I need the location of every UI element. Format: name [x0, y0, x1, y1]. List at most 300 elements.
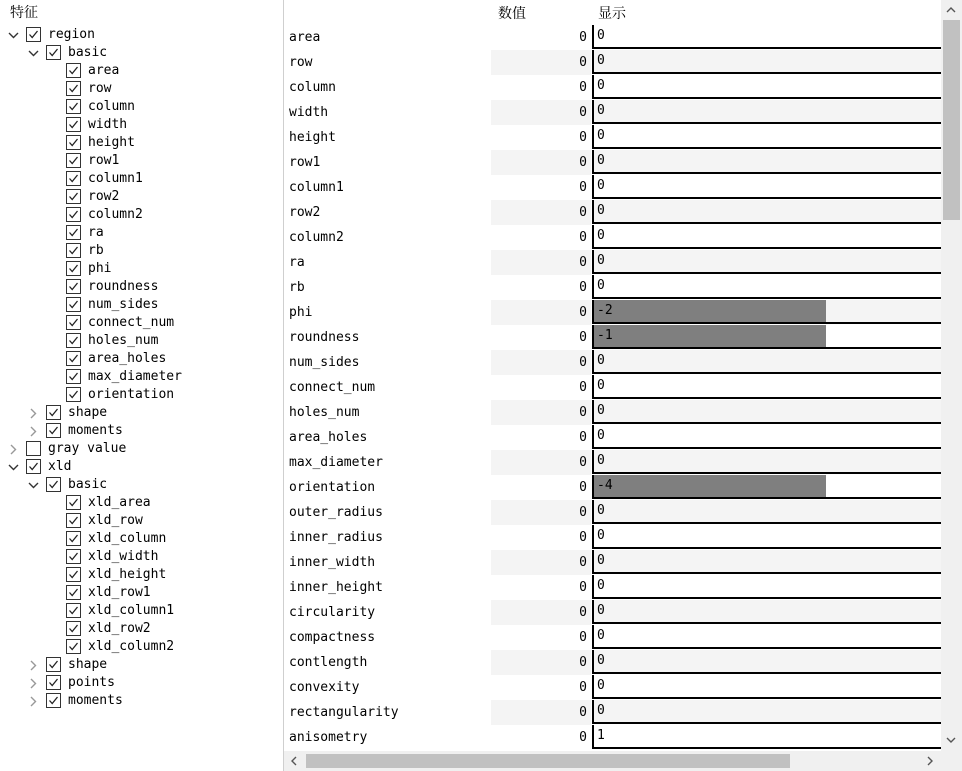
display-value: 0 [597, 428, 605, 443]
tree-node[interactable] [48, 224, 260, 242]
tree-checkbox[interactable] [26, 459, 41, 474]
tree-node-label: xld_row2 [88, 621, 151, 636]
grid-row[interactable] [284, 50, 941, 75]
scrollbar-corner [941, 751, 962, 771]
tree-node[interactable] [48, 314, 260, 332]
tree-node[interactable] [48, 134, 260, 152]
tree-node[interactable] [48, 548, 260, 566]
arrow-down-icon[interactable] [945, 734, 957, 746]
grid-row[interactable] [284, 700, 941, 725]
tree-node[interactable] [48, 368, 260, 386]
grid-row[interactable] [284, 275, 941, 300]
display-value: 0 [597, 553, 605, 568]
grid-row[interactable] [284, 25, 941, 50]
tree-node[interactable] [48, 620, 260, 638]
display-value: 0 [597, 128, 605, 143]
feature-value: 0 [491, 400, 591, 425]
tree-node[interactable] [48, 62, 260, 80]
check-icon [68, 191, 79, 202]
chevron-down-icon[interactable] [28, 480, 39, 491]
check-icon [68, 371, 79, 382]
tree-checkbox[interactable] [66, 639, 81, 654]
tree-node[interactable] [28, 656, 260, 674]
panel-splitter[interactable] [276, 0, 284, 771]
tree-node[interactable] [48, 386, 260, 404]
check-icon [68, 101, 79, 112]
tree-checkbox[interactable] [66, 207, 81, 222]
feature-name: contlength [289, 655, 368, 670]
display-bar-fill [594, 325, 826, 347]
chevron-right-icon[interactable] [28, 408, 39, 419]
display-value: -4 [597, 478, 613, 493]
tree-node-label: xld_width [88, 549, 159, 564]
display-value: -2 [597, 303, 613, 318]
feature-value: 0 [579, 330, 587, 345]
grid-row[interactable] [284, 175, 941, 200]
tree-checkbox[interactable] [66, 81, 81, 96]
tree-checkbox[interactable] [46, 675, 61, 690]
display-bar-cell [592, 275, 941, 299]
tree-node[interactable] [48, 260, 260, 278]
tree-node-label: width [88, 117, 128, 132]
feature-name: width [289, 105, 329, 120]
vertical-scrollbar[interactable] [941, 0, 962, 751]
tree-checkbox[interactable] [46, 693, 61, 708]
tree-node-label: moments [68, 693, 123, 708]
display-bar-cell [592, 700, 941, 724]
display-value: 0 [597, 678, 605, 693]
feature-value: 0 [579, 680, 587, 695]
check-icon [68, 569, 79, 580]
grid-row[interactable] [284, 100, 941, 125]
display-bar-cell [592, 600, 941, 624]
column-header-value[interactable]: 数值 [498, 6, 526, 22]
chevron-down-icon[interactable] [8, 462, 19, 473]
display-value: 0 [597, 453, 605, 468]
feature-name: inner_radius [289, 530, 383, 545]
tree-node[interactable] [48, 638, 260, 656]
feature-name: roundness [289, 330, 360, 345]
display-bar-cell [592, 500, 941, 524]
check-icon [48, 695, 59, 706]
tree-node-label: column1 [88, 171, 143, 186]
tree-node[interactable] [48, 584, 260, 602]
tree-node[interactable] [48, 296, 260, 314]
display-bar-cell [592, 650, 941, 674]
tree-checkbox[interactable] [66, 531, 81, 546]
display-value: 0 [597, 403, 605, 418]
check-icon [68, 209, 79, 220]
feature-value: 0 [579, 480, 587, 495]
grid-row[interactable] [284, 675, 941, 700]
feature-value: 0 [491, 650, 591, 675]
display-value: 0 [597, 153, 605, 168]
tree-checkbox[interactable] [66, 117, 81, 132]
tree-node-label: orientation [88, 387, 175, 402]
display-bar-cell [592, 375, 941, 399]
tree-node-label: xld_row [88, 513, 143, 528]
grid-row[interactable] [284, 525, 941, 550]
feature-name: row [289, 55, 313, 70]
tree-node[interactable] [48, 494, 260, 512]
check-icon [68, 299, 79, 310]
feature-name: compactness [289, 630, 376, 645]
horizontal-scrollbar[interactable] [284, 751, 941, 771]
check-icon [68, 389, 79, 400]
grid-row[interactable] [284, 425, 941, 450]
display-bar-cell [592, 250, 941, 274]
tree-node-label: max_diameter [88, 369, 182, 384]
tree-node[interactable] [28, 404, 260, 422]
tree-checkbox[interactable] [46, 477, 61, 492]
tree-node-label: height [88, 135, 135, 150]
feature-value: 0 [579, 280, 587, 295]
tree-checkbox[interactable] [26, 441, 41, 456]
tree-checkbox[interactable] [66, 513, 81, 528]
tree-node-label: region [48, 27, 95, 42]
display-value: 0 [597, 528, 605, 543]
chevron-right-icon[interactable] [28, 678, 39, 689]
tree-node-label: shape [68, 657, 108, 672]
feature-value: 0 [579, 80, 587, 95]
tree-node-label: xld_column [88, 531, 167, 546]
display-bar-cell [592, 450, 941, 474]
grid-row[interactable] [284, 500, 941, 525]
tree-checkbox[interactable] [66, 261, 81, 276]
display-value: 0 [597, 278, 605, 293]
check-icon [68, 83, 79, 94]
tree-checkbox[interactable] [66, 63, 81, 78]
tree-node-label: roundness [88, 279, 159, 294]
feature-name: phi [289, 305, 313, 320]
display-value: 0 [597, 28, 605, 43]
tree-checkbox[interactable] [46, 423, 61, 438]
tree-node[interactable] [48, 512, 260, 530]
tree-node-label: row1 [88, 153, 120, 168]
tree-node[interactable] [48, 170, 260, 188]
feature-value: 0 [579, 430, 587, 445]
tree-checkbox[interactable] [66, 315, 81, 330]
feature-value: 0 [491, 100, 591, 125]
tree-checkbox[interactable] [66, 387, 81, 402]
tree-node-label: moments [68, 423, 123, 438]
tree-checkbox[interactable] [46, 405, 61, 420]
tree-checkbox[interactable] [66, 171, 81, 186]
feature-value: 0 [491, 300, 591, 325]
tree-node-label: area [88, 63, 120, 78]
tree-checkbox[interactable] [66, 333, 81, 348]
tree-node[interactable] [8, 458, 260, 476]
tree-node[interactable] [8, 26, 260, 44]
display-value: 0 [597, 53, 605, 68]
tree-header: 特征 [10, 5, 38, 21]
tree-node-label: num_sides [88, 297, 159, 312]
tree-checkbox[interactable] [66, 135, 81, 150]
display-value: -1 [597, 328, 613, 343]
tree-checkbox[interactable] [66, 603, 81, 618]
tree-node-label: phi [88, 261, 112, 276]
tree-checkbox[interactable] [66, 567, 81, 582]
display-value: 0 [597, 78, 605, 93]
feature-value: 0 [579, 230, 587, 245]
display-bar-cell [592, 225, 941, 249]
feature-value: 0 [579, 580, 587, 595]
display-value: 0 [597, 253, 605, 268]
tree-node-label: column [88, 99, 135, 114]
feature-name: convexity [289, 680, 360, 695]
feature-value: 0 [491, 700, 591, 725]
chevron-right-icon[interactable] [28, 660, 39, 671]
check-icon [68, 137, 79, 148]
feature-name: rectangularity [289, 705, 399, 720]
tree-node-label: basic [68, 45, 108, 60]
display-value: 0 [597, 603, 605, 618]
tree-node[interactable] [48, 188, 260, 206]
tree-checkbox[interactable] [66, 189, 81, 204]
display-bar-cell [592, 625, 941, 649]
tree-node[interactable] [48, 206, 260, 224]
tree-node-label: xld_area [88, 495, 151, 510]
tree-node-label: ra [88, 225, 104, 240]
feature-name: row2 [289, 205, 321, 220]
grid-row[interactable] [284, 250, 941, 275]
tree-node[interactable] [48, 80, 260, 98]
grid-row[interactable] [284, 300, 941, 325]
display-bar-cell [592, 150, 941, 174]
tree-checkbox[interactable] [66, 99, 81, 114]
feature-value: 0 [579, 130, 587, 145]
grid-row[interactable] [284, 475, 941, 500]
check-icon [68, 155, 79, 166]
feature-name: anisometry [289, 730, 368, 745]
tree-node-label: column2 [88, 207, 143, 222]
display-value: 0 [597, 353, 605, 368]
grid-row[interactable] [284, 450, 941, 475]
tree-checkbox[interactable] [66, 369, 81, 384]
display-bar-cell [592, 675, 941, 699]
tree-node[interactable] [48, 116, 260, 134]
grid-row[interactable] [284, 75, 941, 100]
display-bar-cell [592, 325, 941, 349]
check-icon [48, 47, 59, 58]
tree-checkbox[interactable] [66, 153, 81, 168]
tree-node[interactable] [48, 530, 260, 548]
display-bar-cell [592, 550, 941, 574]
display-value: 0 [597, 703, 605, 718]
feature-name: area [289, 30, 321, 45]
display-bar-cell [592, 350, 941, 374]
check-icon [68, 119, 79, 130]
grid-row[interactable] [284, 125, 941, 150]
chevron-down-icon[interactable] [28, 48, 39, 59]
tree-node[interactable] [28, 476, 260, 494]
feature-name: column [289, 80, 336, 95]
feature-name: connect_num [289, 380, 376, 395]
grid-row[interactable] [284, 150, 941, 175]
feature-name: outer_radius [289, 505, 383, 520]
tree-checkbox[interactable] [66, 297, 81, 312]
tree-checkbox[interactable] [46, 45, 61, 60]
display-bar-cell [592, 175, 941, 199]
check-icon [68, 515, 79, 526]
feature-value: 0 [491, 200, 591, 225]
check-icon [68, 245, 79, 256]
tree-checkbox[interactable] [26, 27, 41, 42]
tree-node[interactable] [48, 242, 260, 260]
display-value: 0 [597, 203, 605, 218]
feature-name: inner_width [289, 555, 376, 570]
check-icon [68, 227, 79, 238]
tree-checkbox[interactable] [66, 495, 81, 510]
column-header-display[interactable]: 显示 [598, 6, 626, 22]
display-bar-cell [592, 575, 941, 599]
feature-name: rb [289, 280, 305, 295]
grid-row[interactable] [284, 375, 941, 400]
feature-value: 0 [579, 630, 587, 645]
check-icon [68, 281, 79, 292]
feature-value: 0 [579, 30, 587, 45]
tree-checkbox[interactable] [66, 621, 81, 636]
chevron-right-icon[interactable] [8, 444, 19, 455]
tree-node-label: rb [88, 243, 104, 258]
grid-row[interactable] [284, 550, 941, 575]
check-icon [48, 425, 59, 436]
chevron-right-icon[interactable] [28, 426, 39, 437]
display-bar-cell [592, 475, 941, 499]
tree-node[interactable] [48, 152, 260, 170]
grid-row[interactable] [284, 600, 941, 625]
feature-value: 0 [579, 180, 587, 195]
horizontal-scroll-thumb[interactable] [306, 754, 790, 768]
check-icon [68, 335, 79, 346]
tree-node-label: xld_row1 [88, 585, 151, 600]
tree-node[interactable] [48, 602, 260, 620]
display-bar-cell [592, 75, 941, 99]
check-icon [68, 551, 79, 562]
check-icon [48, 479, 59, 490]
check-icon [48, 659, 59, 670]
tree-checkbox[interactable] [66, 351, 81, 366]
grid-row[interactable] [284, 200, 941, 225]
grid-row[interactable] [284, 625, 941, 650]
feature-name: ra [289, 255, 305, 270]
grid-row[interactable] [284, 400, 941, 425]
chevron-down-icon[interactable] [8, 30, 19, 41]
feature-name: column2 [289, 230, 344, 245]
display-value: 0 [597, 503, 605, 518]
check-icon [68, 641, 79, 652]
tree-node[interactable] [48, 350, 260, 368]
tree-node[interactable] [8, 440, 260, 458]
tree-node-label: xld_column1 [88, 603, 175, 618]
tree-node[interactable] [28, 692, 260, 710]
tree-checkbox[interactable] [66, 225, 81, 240]
tree-checkbox[interactable] [46, 657, 61, 672]
grid-row[interactable] [284, 225, 941, 250]
feature-name: holes_num [289, 405, 360, 420]
check-icon [68, 587, 79, 598]
grid-row[interactable] [284, 325, 941, 350]
tree-node[interactable] [28, 44, 260, 62]
vertical-scroll-thumb[interactable] [943, 20, 960, 220]
feature-tree-panel [0, 0, 277, 771]
grid-row[interactable] [284, 575, 941, 600]
tree-node-label: xld [48, 459, 72, 474]
display-value: 1 [597, 728, 605, 743]
feature-name: row1 [289, 155, 321, 170]
tree-node-label: connect_num [88, 315, 175, 330]
display-value: 0 [597, 628, 605, 643]
feature-name: num_sides [289, 355, 360, 370]
feature-value: 0 [491, 150, 591, 175]
arrow-up-icon[interactable] [945, 4, 957, 16]
tree-checkbox[interactable] [66, 243, 81, 258]
tree-node-label: gray value [48, 441, 127, 456]
tree-node[interactable] [28, 674, 260, 692]
check-icon [68, 497, 79, 508]
tree-node-label: row2 [88, 189, 120, 204]
display-bar-cell [592, 400, 941, 424]
display-bar-fill [594, 300, 826, 322]
feature-name: circularity [289, 605, 376, 620]
feature-name: area_holes [289, 430, 368, 445]
arrow-right-icon[interactable] [924, 755, 936, 767]
display-bar-cell [592, 525, 941, 549]
display-bar-cell [592, 200, 941, 224]
grid-row[interactable] [284, 350, 941, 375]
arrow-left-icon[interactable] [288, 755, 300, 767]
tree-node[interactable] [48, 332, 260, 350]
display-value: 0 [597, 103, 605, 118]
tree-node-label: shape [68, 405, 108, 420]
check-icon [48, 407, 59, 418]
tree-node[interactable] [48, 566, 260, 584]
display-value: 0 [597, 378, 605, 393]
tree-node-label: row [88, 81, 112, 96]
check-icon [28, 29, 39, 40]
tree-checkbox[interactable] [66, 549, 81, 564]
display-bar-cell [592, 300, 941, 324]
check-icon [68, 623, 79, 634]
display-bar-cell [592, 425, 941, 449]
feature-value: 0 [491, 550, 591, 575]
grid-row[interactable] [284, 725, 941, 750]
tree-node-label: points [68, 675, 115, 690]
feature-value: 0 [491, 50, 591, 75]
check-icon [68, 533, 79, 544]
tree-node[interactable] [48, 278, 260, 296]
check-icon [68, 353, 79, 364]
tree-node-label: xld_height [88, 567, 167, 582]
feature-value: 0 [579, 380, 587, 395]
grid-row[interactable] [284, 650, 941, 675]
check-icon [48, 677, 59, 688]
tree-node-label: basic [68, 477, 108, 492]
tree-node[interactable] [28, 422, 260, 440]
feature-name: column1 [289, 180, 344, 195]
display-bar-cell [592, 25, 941, 49]
check-icon [68, 173, 79, 184]
tree-checkbox[interactable] [66, 585, 81, 600]
tree-node-label: xld_column2 [88, 639, 175, 654]
tree-node[interactable] [48, 98, 260, 116]
display-bar-cell [592, 100, 941, 124]
tree-checkbox[interactable] [66, 279, 81, 294]
check-icon [28, 461, 39, 472]
chevron-right-icon[interactable] [28, 696, 39, 707]
display-value: 0 [597, 653, 605, 668]
check-icon [68, 605, 79, 616]
